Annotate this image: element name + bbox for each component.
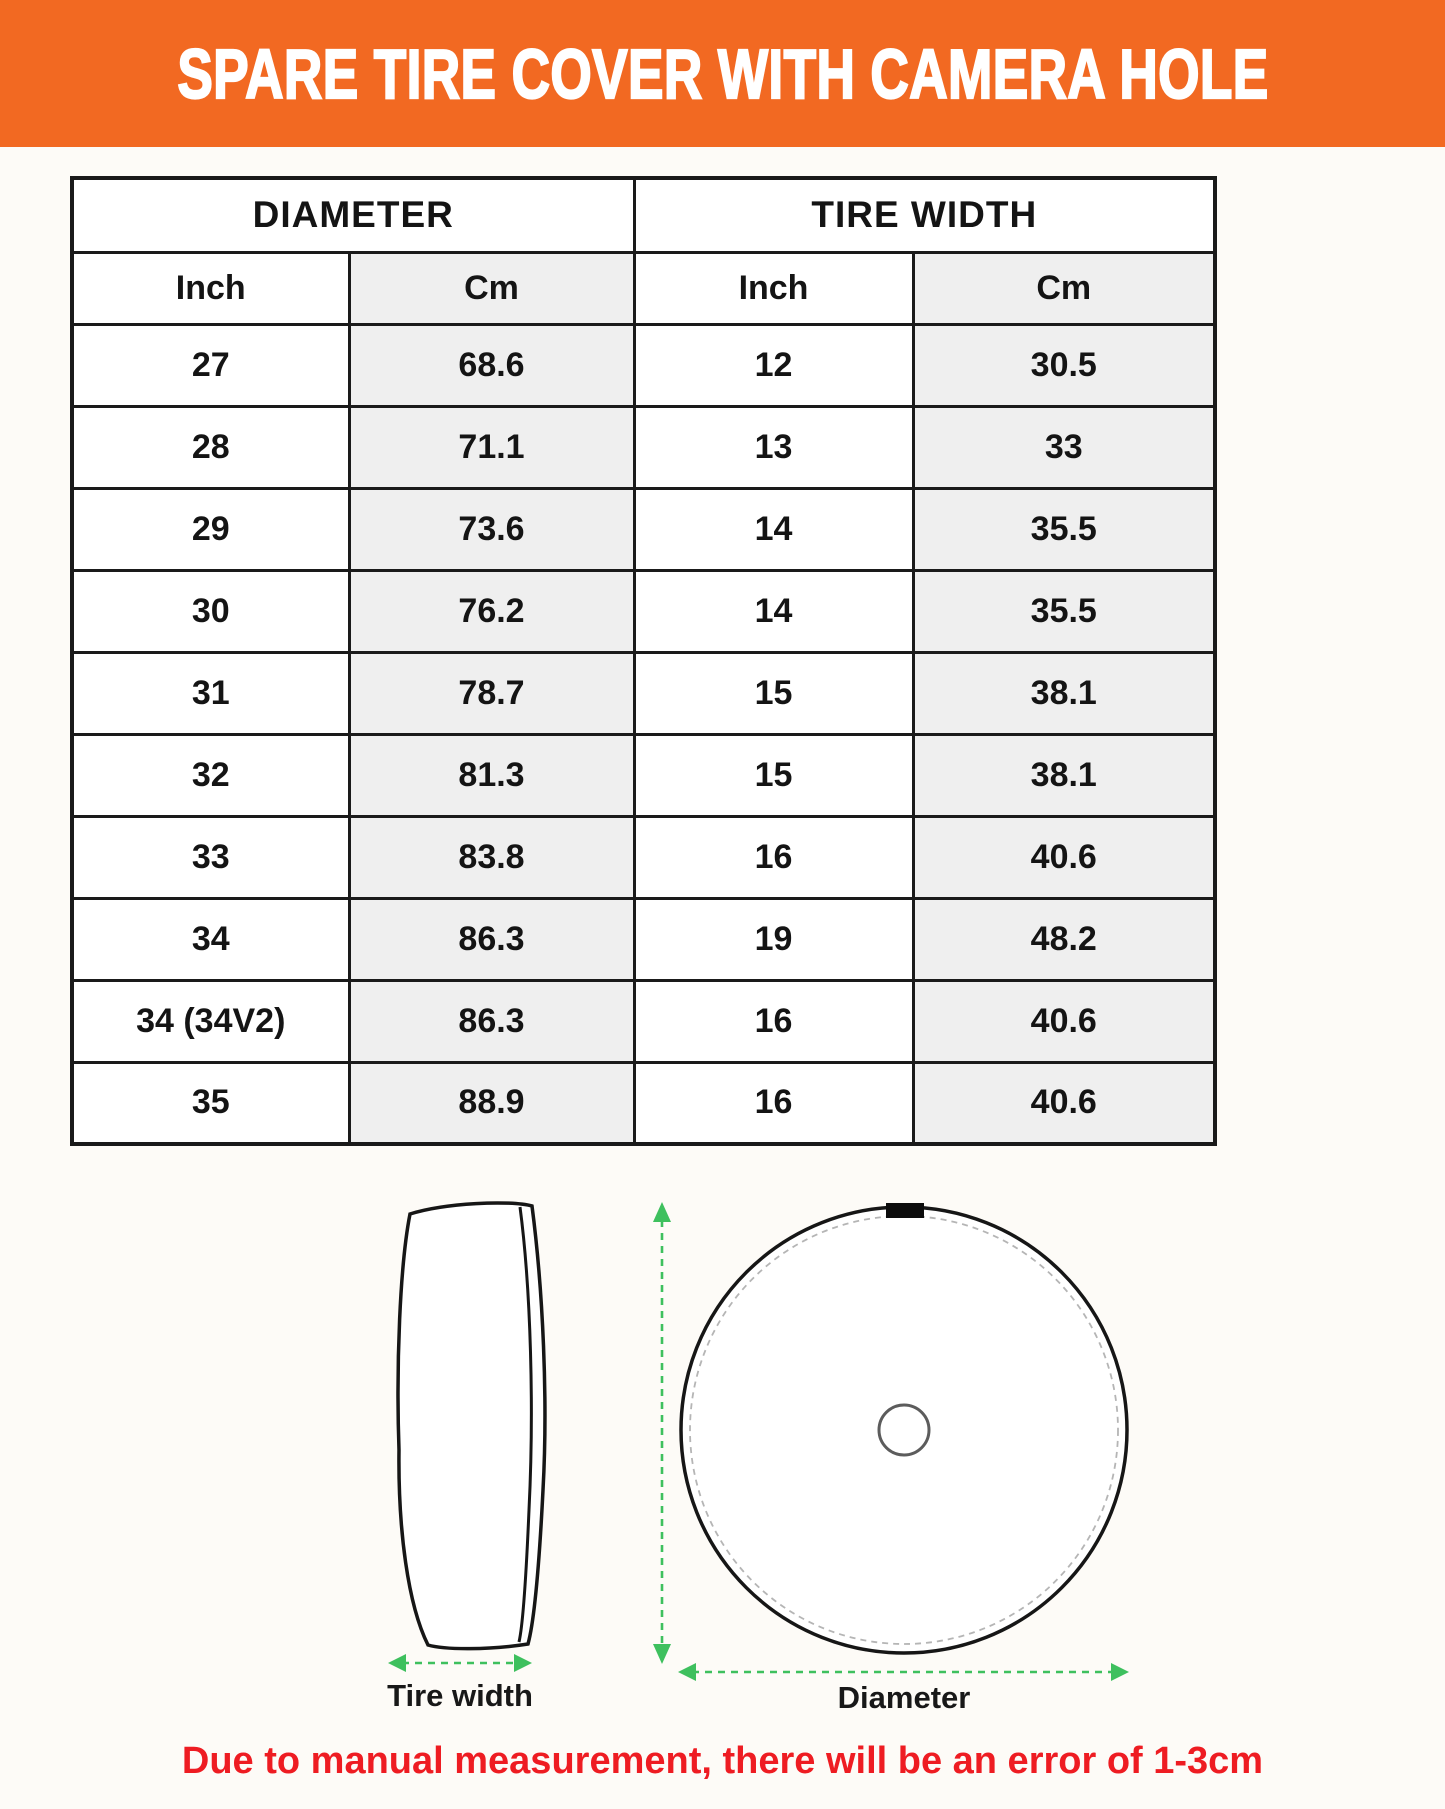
tire-side-outline [398,1203,545,1649]
group-header-diameter: DIAMETER [72,178,634,252]
column-header-row [72,252,1215,324]
cell: 32 [72,734,349,816]
hub-hole [879,1405,929,1455]
cell: 16 [634,1062,913,1144]
diameter-label: Diameter [837,1680,971,1715]
cell: 31 [72,652,349,734]
cell: 40.6 [913,980,1215,1062]
header-banner [0,0,1445,147]
cell: 33 [72,816,349,898]
table-row [72,488,1215,570]
tire-side-view [398,1203,545,1649]
page-title: SPARE TIRE COVER WITH CAMERA HOLE [176,34,1269,113]
cell: 34 (34V2) [72,980,349,1062]
cell: 14 [634,570,913,652]
table-row [72,406,1215,488]
cell: 38.1 [913,652,1215,734]
size-table-body [72,324,1215,1144]
table-row [72,980,1215,1062]
cell: 28 [72,406,349,488]
cell: 30 [72,570,349,652]
col-header-diameter-inch: Inch [72,252,349,324]
col-header-diameter-cm: Cm [349,252,634,324]
cell: 33 [913,406,1215,488]
table-row [72,324,1215,406]
table-row [72,816,1215,898]
cell: 38.1 [913,734,1215,816]
camera-hole-mark [886,1203,924,1218]
tire-front-view [681,1203,1127,1653]
cell: 30.5 [913,324,1215,406]
cell: 14 [634,488,913,570]
cell: 35.5 [913,488,1215,570]
diameter-arrow [678,1663,1129,1681]
table-row [72,734,1215,816]
tire-width-arrow [388,1654,532,1672]
cell: 81.3 [349,734,634,816]
table-row [72,570,1215,652]
cell: 12 [634,324,913,406]
cell: 86.3 [349,898,634,980]
cell: 15 [634,652,913,734]
measurement-diagram [0,1150,1445,1809]
cell: 86.3 [349,980,634,1062]
table-row [72,898,1215,980]
cell: 48.2 [913,898,1215,980]
tire-width-label: Tire width [387,1678,533,1713]
cell: 19 [634,898,913,980]
cell: 35.5 [913,570,1215,652]
cell: 88.9 [349,1062,634,1144]
vertical-diameter-arrow [653,1202,671,1664]
cell: 71.1 [349,406,634,488]
cell: 40.6 [913,816,1215,898]
cell: 83.8 [349,816,634,898]
col-header-width-cm: Cm [913,252,1215,324]
cell: 76.2 [349,570,634,652]
measurement-note: Due to manual measurement, there will be an error of 1-3cm [181,1740,1264,1782]
cell: 78.7 [349,652,634,734]
cell: 73.6 [349,488,634,570]
size-table [70,176,1217,1146]
cell: 68.6 [349,324,634,406]
cell: 15 [634,734,913,816]
cell: 16 [634,816,913,898]
table-row [72,1062,1215,1144]
cell: 29 [72,488,349,570]
col-header-width-inch: Inch [634,252,913,324]
table-row [72,652,1215,734]
group-header-tire-width: TIRE WIDTH [634,178,1215,252]
cell: 13 [634,406,913,488]
cell: 27 [72,324,349,406]
cell: 34 [72,898,349,980]
cell: 35 [72,1062,349,1144]
cell: 40.6 [913,1062,1215,1144]
cell: 16 [634,980,913,1062]
group-header-row [72,178,1215,252]
